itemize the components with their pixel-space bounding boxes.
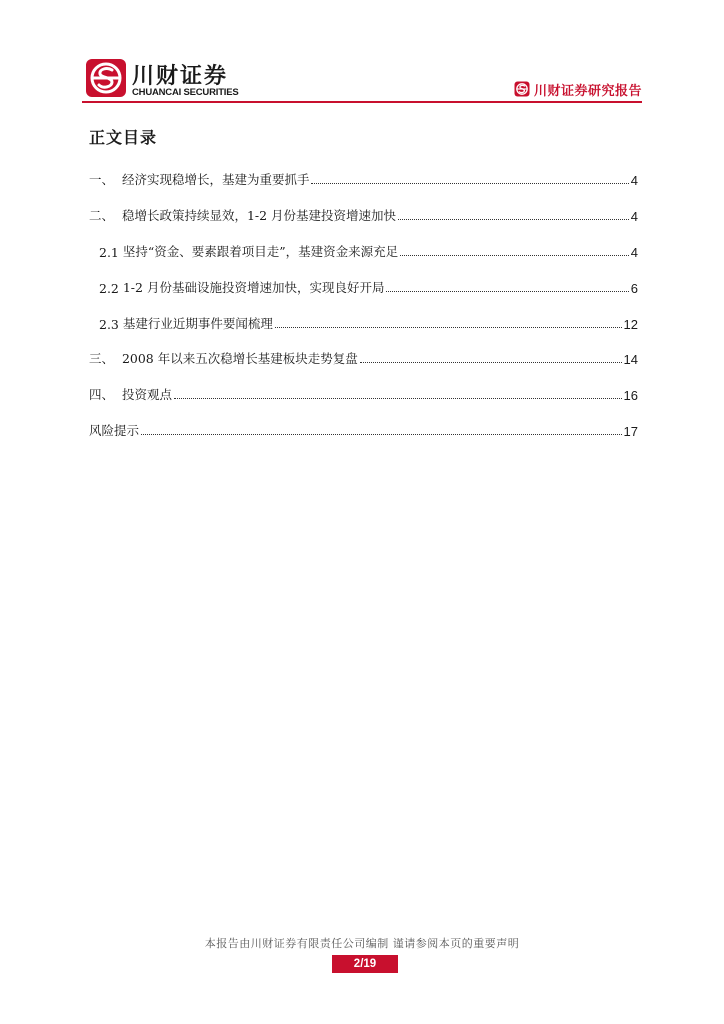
toc-item-page: 12 — [623, 317, 638, 332]
toc-item-page: 4 — [630, 245, 638, 260]
chuancai-logo-icon — [85, 58, 127, 98]
toc-leader-dots — [174, 398, 622, 399]
toc-item-number: 2.2 — [99, 281, 123, 296]
page-header — [82, 55, 642, 103]
footer-disclaimer: 本报告由川财证券有限责任公司编制 谨请参阅本页的重要声明 — [204, 937, 520, 950]
toc-item-number: 二、 — [89, 208, 122, 223]
toc-leader-dots — [311, 183, 628, 184]
toc-item-text: 1-2 月份基础设施投资增速加快，实现良好开局 — [122, 280, 385, 295]
toc-leader-dots — [275, 327, 622, 328]
toc-item-number: 三、 — [89, 351, 122, 366]
toc-item-page: 4 — [630, 173, 638, 188]
toc-leader-dots — [386, 291, 628, 292]
toc-item[interactable] — [89, 168, 638, 188]
toc-item[interactable] — [99, 276, 638, 296]
header-divider — [82, 101, 642, 103]
toc-item-text: 稳增长政策持续显效，1-2 月份基建投资增速加快 — [121, 208, 397, 223]
toc-item-text: 坚持“资金、要素跟着项目走”，基建资金来源充足 — [122, 244, 399, 259]
toc-item-page: 16 — [623, 388, 638, 403]
toc-item[interactable] — [89, 419, 638, 439]
toc-item-text: 基建行业近期事件要闻梳理 — [122, 316, 273, 331]
toc-item[interactable] — [89, 347, 638, 367]
toc-leader-dots — [398, 219, 629, 220]
toc-leader-dots — [360, 362, 622, 363]
logo-english-name: CHUANCAI SECURITIES — [132, 87, 239, 98]
toc-item[interactable] — [99, 312, 638, 332]
toc-item-number: 一、 — [89, 172, 122, 187]
company-logo — [82, 55, 242, 101]
report-brand-text: 川财证券研究报告 — [533, 83, 642, 99]
toc-item[interactable] — [99, 240, 638, 260]
toc-item-text: 投资观点 — [121, 387, 172, 402]
toc-leader-dots — [400, 255, 629, 256]
toc-item-page: 17 — [623, 424, 638, 439]
toc-item-text: 经济实现稳增长，基建为重要抓手 — [121, 172, 310, 187]
logo-chinese-name: 川财证券 — [132, 64, 229, 89]
chuancai-small-logo-icon — [514, 81, 530, 97]
toc-item-number: 2.3 — [99, 317, 123, 332]
toc-item-number: 2.1 — [99, 245, 123, 260]
toc-item-text: 风险提示 — [89, 423, 140, 438]
toc-item-page: 6 — [630, 281, 638, 296]
toc-item-text: 2008 年以来五次稳增长基建板块走势复盘 — [121, 351, 358, 366]
toc-item-number: 四、 — [89, 387, 122, 402]
toc-item-page: 4 — [630, 209, 638, 224]
toc-leader-dots — [141, 434, 622, 435]
toc-title: 正文目录 — [89, 128, 158, 147]
toc-item[interactable] — [89, 204, 638, 224]
report-brand — [514, 79, 642, 99]
toc-item[interactable] — [89, 383, 638, 403]
page-number-badge: 2/19 — [332, 955, 398, 973]
toc-item-page: 14 — [623, 352, 638, 367]
